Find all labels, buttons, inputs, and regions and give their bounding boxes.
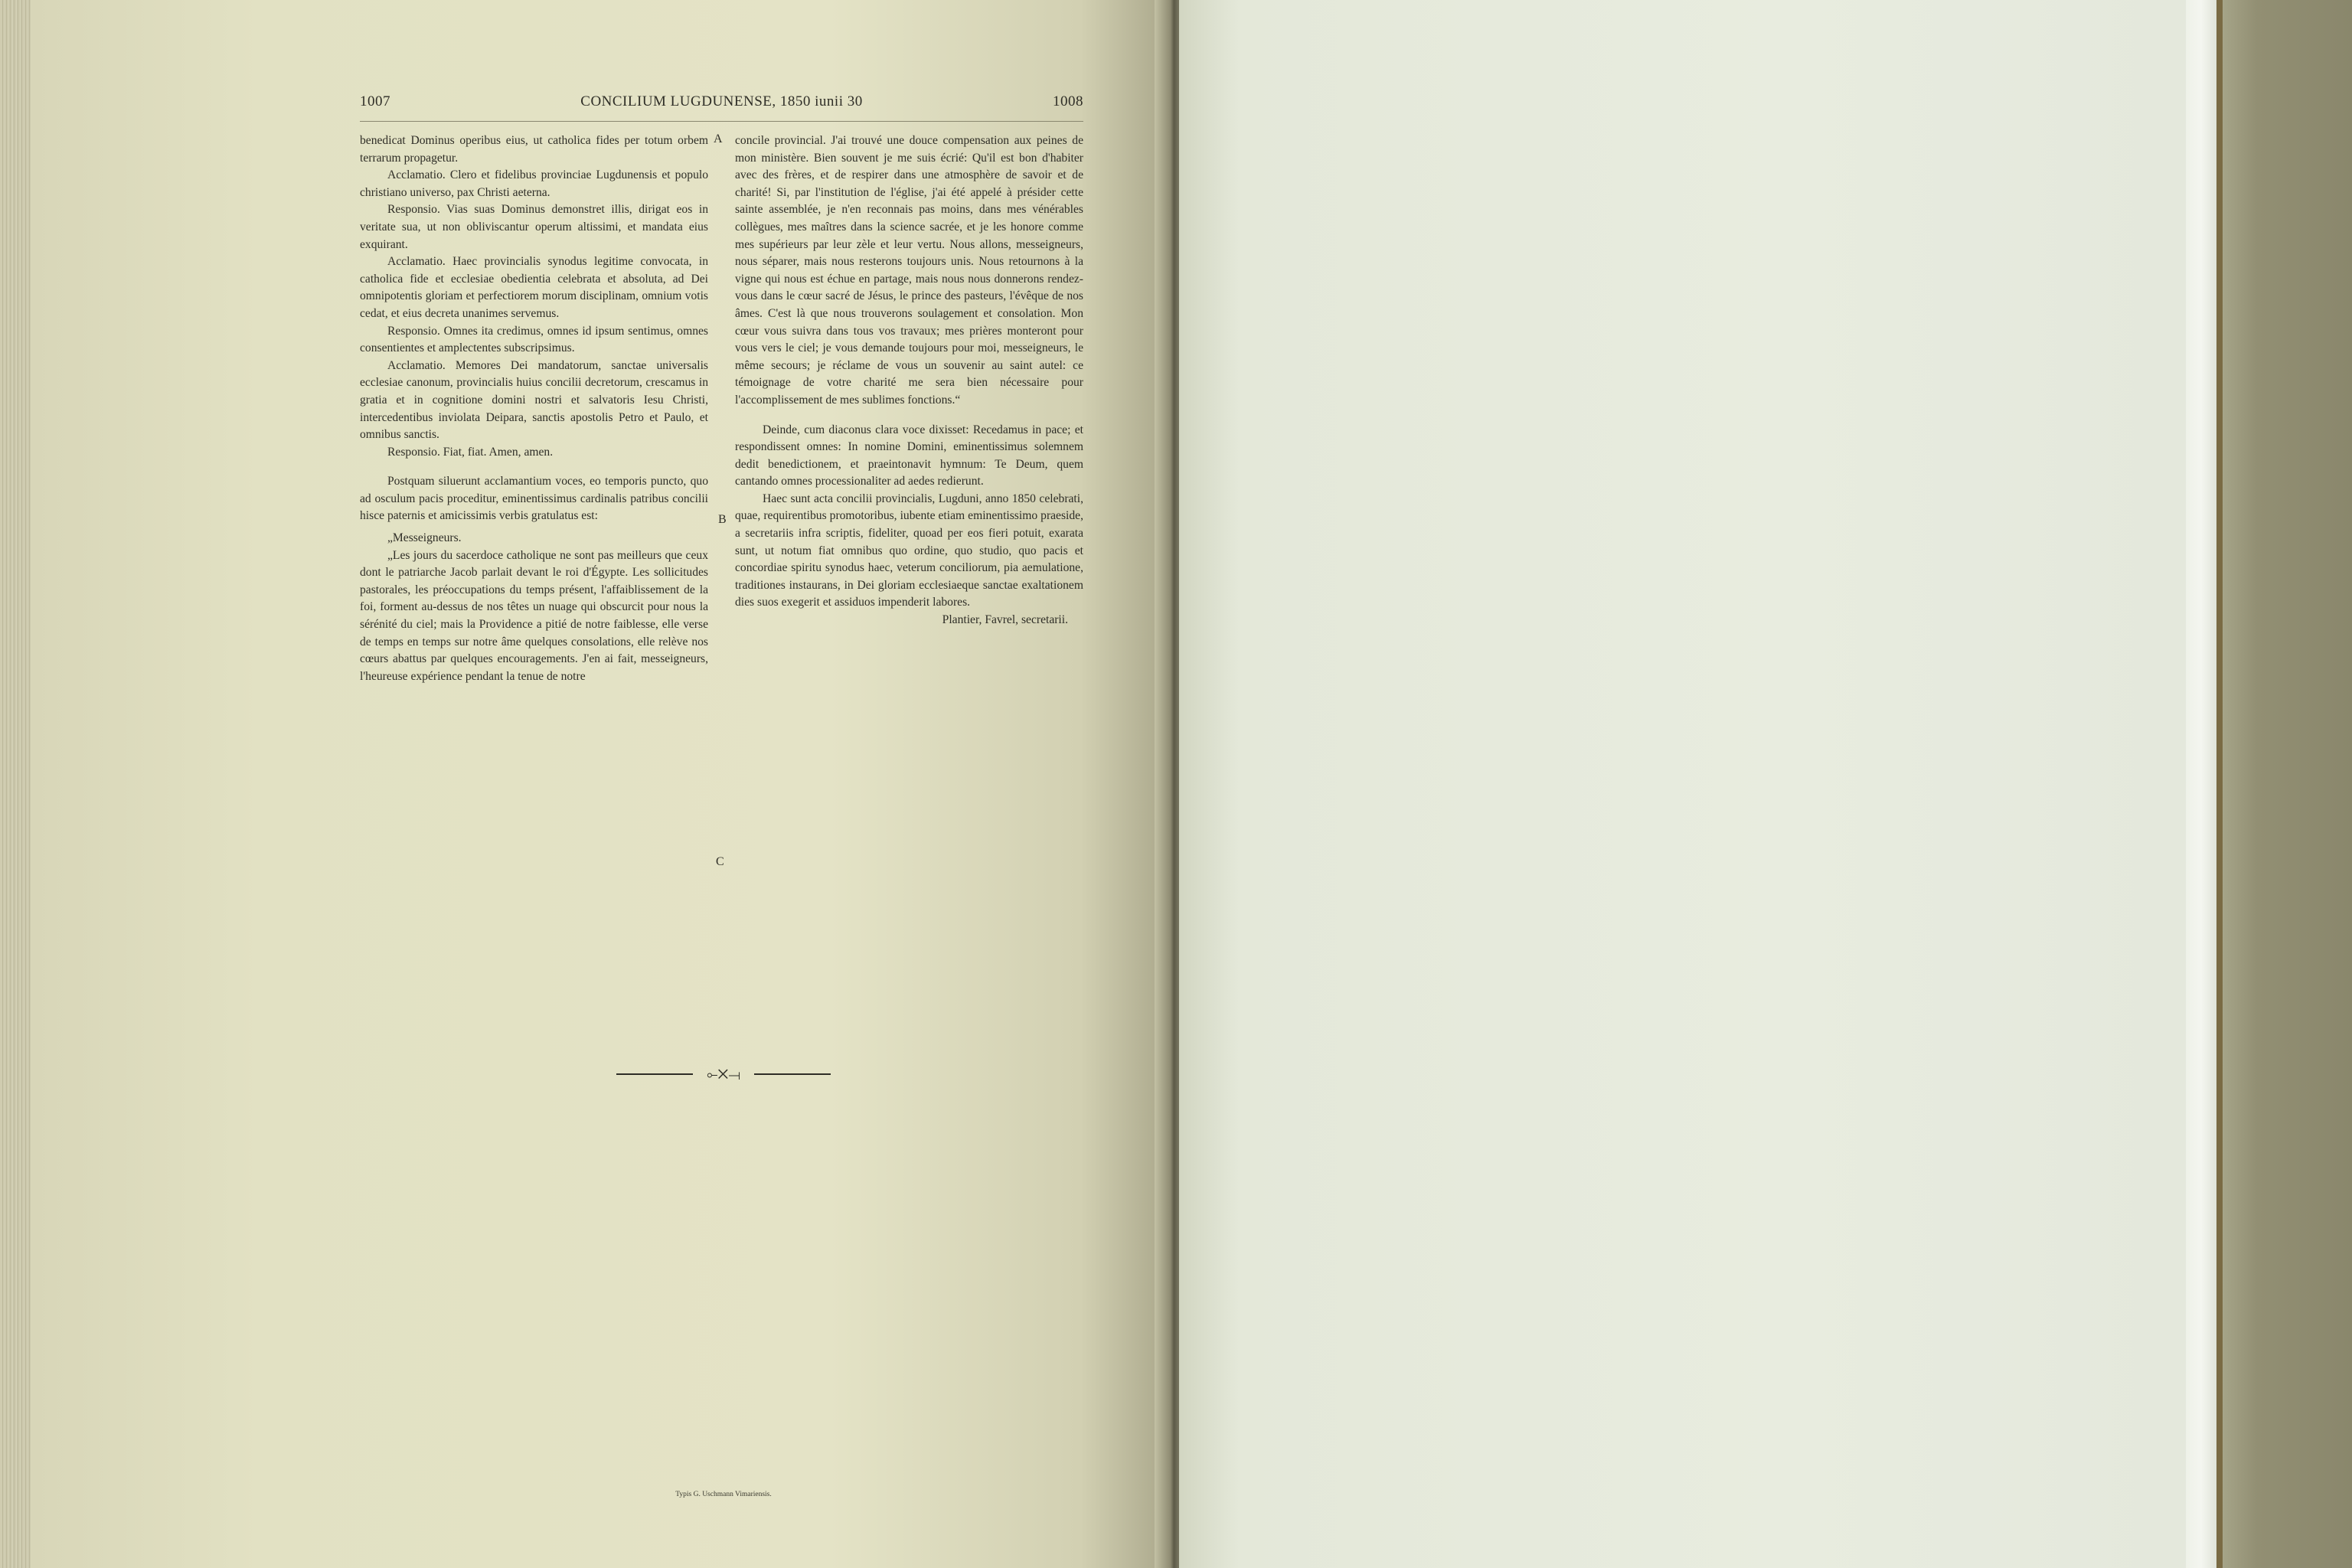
section-marker-c: C [716,855,724,868]
section-marker-a: A [714,132,723,145]
paragraph: Acclamatio. Memores Dei mandatorum, sanctae universalis ecclesiae canonum, provincialis huius concilii decretorum, crescamus in gratia et in cognitione domini nostri et salvatoris Iesu Christi, intercedentibus inviolata Deipara, sanctis apostolis Petro et Paulo, et omnibus sanctis. [360,358,708,442]
right-page-blank [1179,0,2186,1568]
ornament-line-right [754,1073,831,1075]
paragraph: Acclamatio. Haec provincialis synodus legitime convocata, in catholica fide et ecclesiae obedientia celebrata et absoluta, ad Dei omnipotentis gloriam et perfectiorem morum disciplinam, omnium votis cedat, et eius decreta unanimes servemus. [360,255,708,320]
running-title: CONCILIUM LUGDUNENSE, 1850 iunii 30 [580,93,863,109]
left-column [360,132,708,685]
page-number-right: 1008 [1053,93,1083,109]
printer-imprint: Typis G. Uschmann Vimariensis. [675,1491,772,1498]
page-number-left: 1007 [360,93,390,109]
paragraph: Acclamatio. Clero et fidelibus provinciae Lugdunensis et populo christiano universo, pax Christi aeterna. [360,168,708,199]
cover-edge [2216,0,2223,1568]
ornament-line-left [616,1073,693,1075]
ornament-flourish-icon: ⟜✕⟞ [707,1067,740,1082]
paragraph: Postquam siluerunt acclamantium voces, eo temporis puncto, quo ad osculum pacis proceditur, eminentissimus cardinalis patribus concilii hisce paternis et amicissimis verbis gratulatus est: [360,475,708,523]
paragraph: Deinde, cum diaconus clara voce dixisset: Recedamus in pace; et respondissent omnes: In nomine Domini, eminentissimus solemnem dedit benedictionem, et praeintonavit hymnum: Te Deum, quem cantando omnes processionaliter ad aedes redierunt. [735,423,1083,488]
paragraph: Responsio. Vias suas Dominus demonstret illis, dirigat eos in veritate sua, ut non obliviscantur operum altissimi, et mandata eius exquirant. [360,203,708,251]
book-cover [2216,0,2352,1568]
end-ornament [616,1067,831,1082]
page-content [360,90,1083,868]
salutation: „Messeigneurs. [387,531,462,545]
signature-line: Plantier, Favrel, secretarii. [942,613,1068,627]
paragraph: Haec sunt acta concilii provincialis, Lugduni, anno 1850 celebrati, quae, requirentibus promotoribus, iubente etiam eminentissimo praeside, a secretariis infra scriptis, fideliter, quoad per eos fieri potuit, exarata sunt, ut notum fiat omnibus quo ordine, quo studio, quo pacis et concordiae spiritu synodus haec, veterum conciliorum, pia aemulatione, traditiones instaurans, in Dei gloriam ecclesiaeque sanctae exaltationem dies suos exegerit et assiduos impenderit labores. [735,492,1083,609]
paragraph: concile provincial. J'ai trouvé une douce compensation aux peines de mon ministère. Bien souvent je me suis écrié: Qu'il est bon d'habiter avec des frères, et de respirer dans une atmosphère de savoir et de charité! Si, par l'institution de l'église, j'ai été appelé à présider cette sainte assemblée, je n'en reconnais pas moins, dans mes vénérables collègues, mes maîtres dans la science sacrée, et je les honore comme mes supérieurs par leur zèle et leur vertu. Nous allons, messeigneurs, nous séparer, mais nous resterons toujours unis. Nous retournons à la vigne qui nous est échue en partage, mais nous nous donnerons rendez-vous dans le cœur sacré de Jésus, le prince des pasteurs, l'évêque de nos âmes. C'est là que nous trouverons soulagement et consolation. Mon cœur vous suivra dans tous vos travaux; mes prières monteront pour vous vers le ciel; je vous demande toujours pour moi, messeigneurs, le même secours; je réclame de vous un souvenir au saint autel: ce témoignage de votre charité me sera bien nécessaire pour l'accomplissement de mes sublimes fonctions.“ [735,134,1083,407]
right-page-edge [2186,0,2216,1568]
paragraph: Responsio. Omnes ita credimus, omnes id ipsum sentimus, omnes consentientes et amplectentes subscripsimus. [360,324,708,355]
paragraph: Responsio. Fiat, fiat. Amen, amen. [387,445,554,459]
section-marker-b: B [718,513,727,526]
right-column [735,132,1083,629]
page-block-edges [0,0,31,1568]
running-header [360,90,1083,122]
paragraph: „Les jours du sacerdoce catholique ne sont pas meilleurs que ceux dont le patriarche Jacob parlait devant le roi d'Égypte. Les sollicitudes pastorales, les préoccupations du temps présent, l'affaiblissement de la foi, forment au-dessus de nos têtes un nuage qui obscurcit pour nous la sérénité du ciel; mais la Providence a pitié de notre faiblesse, elle verse de temps en temps sur notre âme quelques consolations, elle relève nos cœurs abattus par quelques encouragements. J'en ai fait, messeigneurs, l'heureuse expérience pendant la tenue de notre [360,548,708,683]
paragraph: benedicat Dominus operibus eius, ut catholica fides per totum orbem terrarum propagetur. [360,134,708,165]
